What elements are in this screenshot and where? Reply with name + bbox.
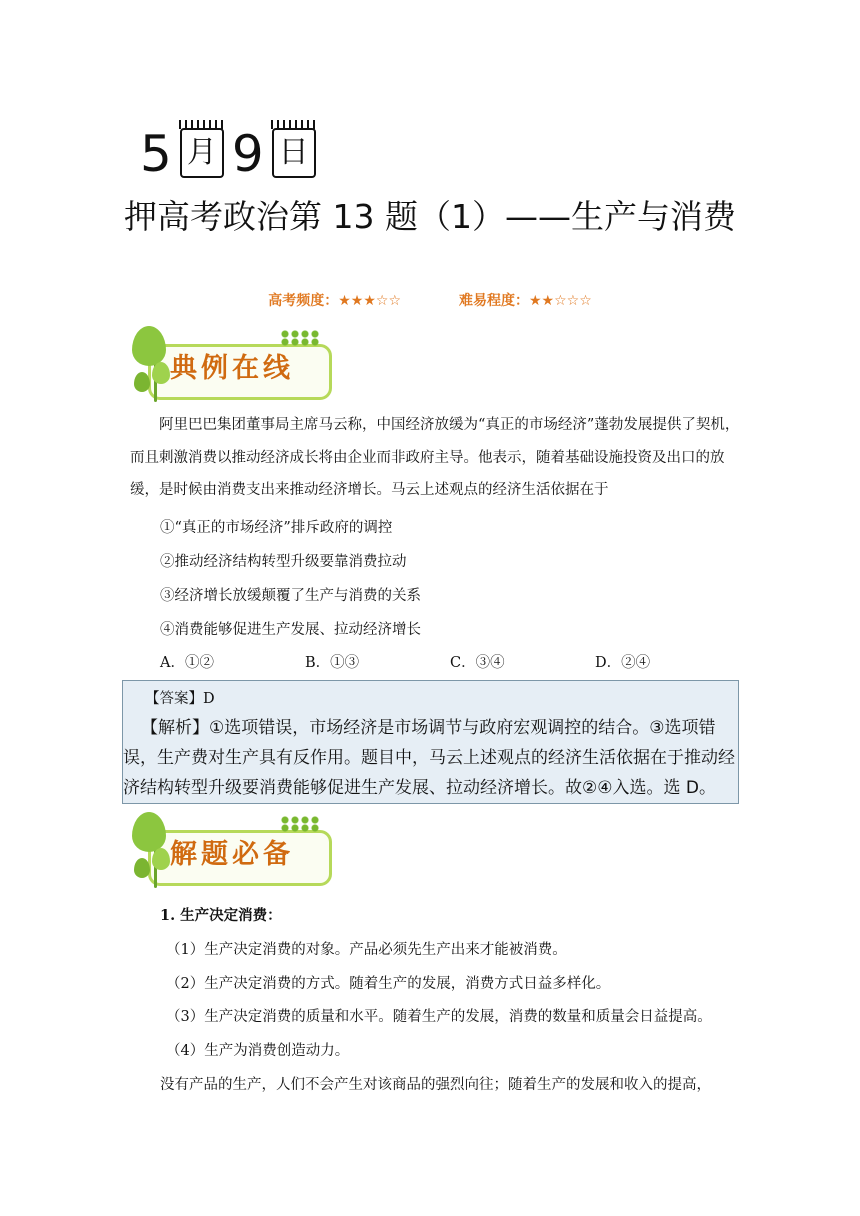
answer-analysis: 【解析】①选项错误，市场经济是市场调节与政府宏观调控的结合。③选项错误，生产费对生产具有反作用。题目中，马云上述观点的经济生活依据在于推动经济结构转型升级要消费能够促进生产发展、拉动经济增长。故②④入选。选 D。 [123, 718, 735, 798]
choice-c: C．③④ [450, 655, 505, 671]
decor-dots [280, 816, 320, 832]
frequency-stars: ★★★☆☆ [338, 293, 401, 309]
leaf-icon [132, 326, 166, 366]
banner-title: 解题必备 [170, 839, 294, 870]
content-item-1: （1）生产决定消费的对象。产品必须先生产出来才能被消费。 [166, 942, 567, 958]
leaf-icon [152, 362, 170, 384]
difficulty-stars: ★★☆☆☆ [529, 293, 592, 309]
choice-b: B．①③ [305, 655, 360, 671]
answer-choices [160, 651, 740, 672]
choice-a: A．①② [160, 655, 214, 671]
option-3: ③经济增长放缓颠覆了生产与消费的关系 [160, 588, 421, 604]
page-title: 押高考政治第 13 题（1）——生产与消费 [124, 197, 736, 236]
meta-ratings [0, 290, 860, 310]
day-number: 9 [231, 125, 264, 183]
content-last-line: 没有产品的生产，人们不会产生对该商品的强烈向往；随着生产的发展和收入的提高， [160, 1077, 711, 1093]
month-number: 5 [140, 125, 172, 183]
date-header [140, 118, 318, 183]
difficulty-rating: 难易程度：★★☆☆☆ [459, 293, 592, 309]
content-item-2: （2）生产决定消费的方式。随着生产的发展，消费方式日益多样化。 [166, 976, 611, 992]
option-4: ④消费能够促进生产发展、拉动经济增长 [160, 622, 421, 638]
calendar-month-icon: 月 [180, 128, 224, 178]
question-stem: 阿里巴巴集团董事局主席马云称，中国经济放缓为“真正的市场经济”蓬勃发展提供了契机，而且刺激消费以推动经济成长将由企业而非政府主导。他表示，随着基础设施投资及出口的放缓，是时候由消费支出来推动经济增长。马云上述观点的经济生活依据在于 [130, 417, 740, 498]
answer-label: 【答案】D [145, 691, 215, 707]
content-item-3: （3）生产决定消费的质量和水平。随着生产的发展，消费的数量和质量会日益提高。 [166, 1009, 712, 1025]
leaf-icon [152, 848, 170, 870]
option-1: ①“真正的市场经济”排斥政府的调控 [160, 520, 393, 536]
leaf-icon [134, 858, 150, 878]
frequency-rating: 高考频度：★★★☆☆ [268, 293, 401, 309]
content-item-4: （4）生产为消费创造动力。 [166, 1043, 350, 1059]
banner-title: 典例在线 [170, 353, 294, 384]
option-2: ②推动经济结构转型升级要靠消费拉动 [160, 554, 407, 570]
section-banner-examples [130, 326, 330, 398]
section-banner-essentials [130, 812, 330, 884]
choice-d: D．②④ [595, 655, 651, 671]
leaf-icon [134, 372, 150, 392]
leaf-icon [132, 812, 166, 852]
decor-dots [280, 330, 320, 346]
answer-box [122, 680, 739, 804]
content-heading: 1. 生产决定消费： [160, 907, 282, 924]
calendar-day-icon: 日 [272, 128, 316, 178]
